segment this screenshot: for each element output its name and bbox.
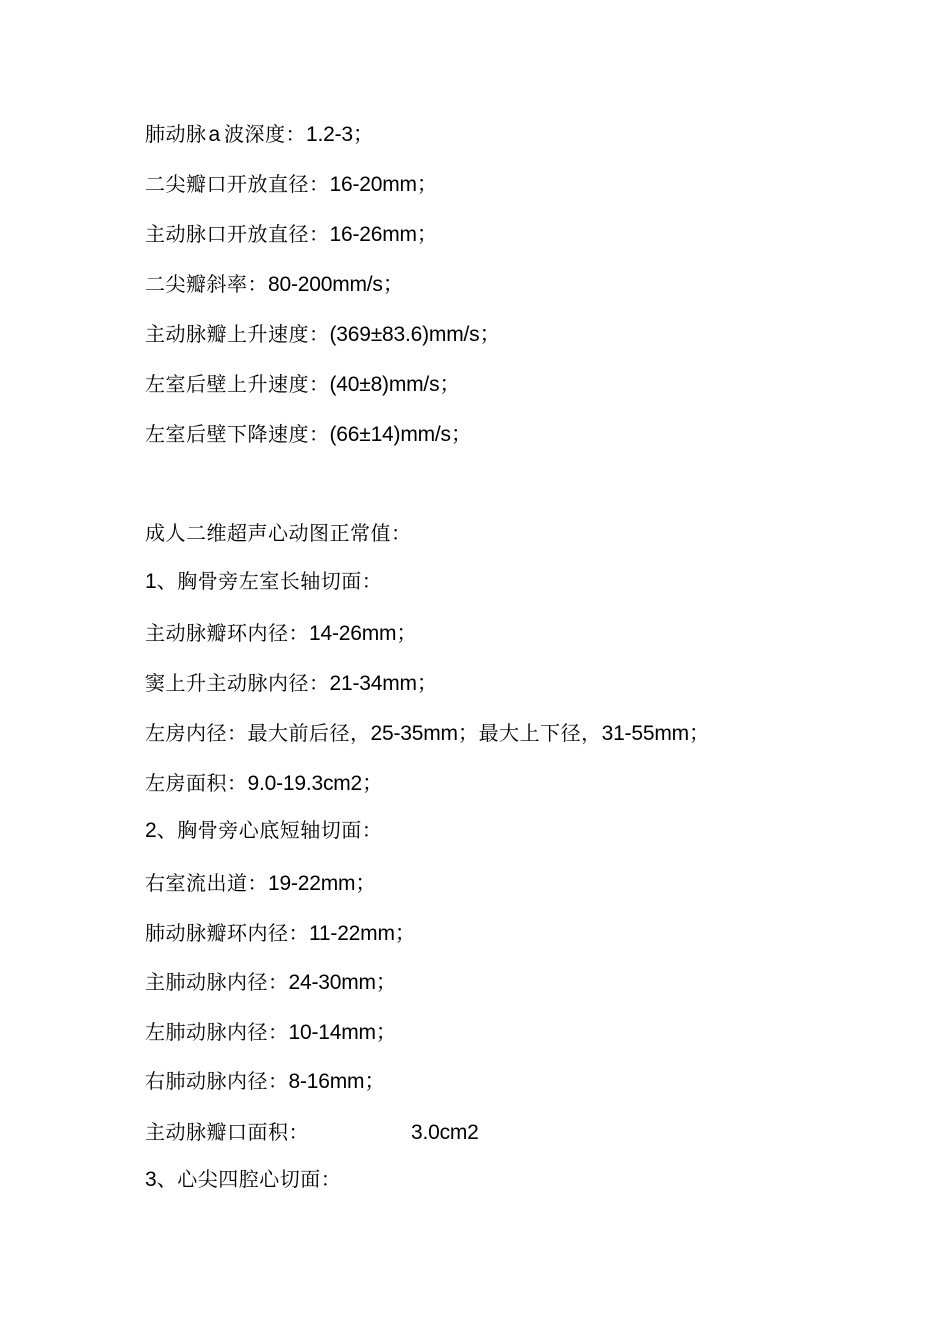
line-value: 8-16mm； — [288, 1070, 386, 1093]
line-label: 二尖瓣口开放直径： — [145, 172, 330, 196]
line-label: 主动脉瓣口面积： — [145, 1120, 309, 1144]
text-line-pa-a-wave — [145, 121, 374, 147]
text-line-ascending-aorta — [145, 670, 438, 696]
line-label: 左室后壁下降速度： — [145, 422, 330, 446]
text-line-mitral-opening — [145, 171, 438, 197]
line-value: (66±14)mm/s； — [329, 423, 472, 446]
subsection-heading-1 — [145, 568, 382, 594]
line-label: 窦上升主动脉内径： — [145, 671, 330, 695]
line-value: 16-26mm； — [329, 223, 438, 246]
text-line-la-diameter — [145, 720, 710, 746]
subsection-title: 胸骨旁心底短轴切面： — [177, 818, 383, 842]
line-value: 16-20mm； — [329, 173, 438, 196]
line-label: 左肺动脉内径： — [145, 1020, 289, 1044]
text-line-left-pa — [145, 1019, 397, 1045]
line-value: 10-14mm； — [288, 1021, 397, 1044]
line-label-2: 最大上下径， — [478, 721, 602, 745]
line-value: 3.0cm2 — [411, 1121, 479, 1144]
subsection-heading-2 — [145, 817, 382, 843]
subsection-number: 3、 — [145, 1168, 178, 1191]
section-heading: 成人二维超声心动图正常值： — [145, 521, 412, 545]
line-label: 肺动脉瓣环内径： — [145, 921, 309, 945]
line-value: (40±8)mm/s； — [329, 373, 461, 396]
text-line-mitral-slope — [145, 271, 404, 297]
text-line-aortic-annulus — [145, 620, 417, 646]
line-label: 二尖瓣斜率： — [145, 272, 268, 296]
subsection-number: 2、 — [145, 819, 178, 842]
line-label: 左房面积： — [145, 771, 248, 795]
line-value: 9.0-19.3cm2； — [247, 772, 383, 795]
line-label: 右肺动脉内径： — [145, 1069, 289, 1093]
text-line-rvot — [145, 870, 376, 896]
line-value: 21-34mm； — [329, 672, 438, 695]
line-value: 25-35mm； — [370, 722, 479, 745]
text-line-aortic-opening — [145, 221, 438, 247]
line-label: 左室后壁上升速度： — [145, 372, 330, 396]
text-line-la-area — [145, 770, 383, 796]
line-value: 1.2-3； — [305, 123, 374, 146]
line-label: 主动脉瓣环内径： — [145, 621, 309, 645]
subsection-heading-3 — [145, 1166, 341, 1192]
line-label-letter: a — [208, 123, 220, 146]
line-label: 肺动脉 — [145, 122, 207, 146]
line-value: 24-30mm； — [288, 971, 397, 994]
text-line-right-pa — [145, 1068, 385, 1094]
text-line-lv-wall-fall — [145, 421, 472, 447]
line-label: 右室流出道： — [145, 871, 268, 895]
line-value: 19-22mm； — [268, 872, 377, 895]
line-label: 主动脉瓣上升速度： — [145, 322, 330, 346]
subsection-number: 1、 — [145, 570, 178, 593]
text-line-main-pa — [145, 969, 397, 995]
line-value: 14-26mm； — [309, 622, 418, 645]
line-value: 80-200mm/s； — [268, 273, 404, 296]
text-line-aortic-valve-area — [145, 1119, 479, 1145]
line-label: 左房内径：最大前后径， — [145, 721, 371, 745]
line-label: 主动脉口开放直径： — [145, 222, 330, 246]
line-label: 主肺动脉内径： — [145, 970, 289, 994]
line-value: 11-22mm； — [309, 922, 416, 945]
subsection-title: 心尖四腔心切面： — [177, 1167, 342, 1191]
text-line-aortic-rise — [145, 321, 500, 347]
text-line-lv-wall-rise — [145, 371, 460, 397]
line-label: 波深度： — [223, 122, 306, 146]
line-value: (369±83.6)mm/s； — [329, 323, 501, 346]
text-line-pulmonary-annulus — [145, 920, 416, 946]
subsection-title: 胸骨旁左室长轴切面： — [177, 569, 383, 593]
line-value-2: 31-55mm； — [601, 722, 710, 745]
